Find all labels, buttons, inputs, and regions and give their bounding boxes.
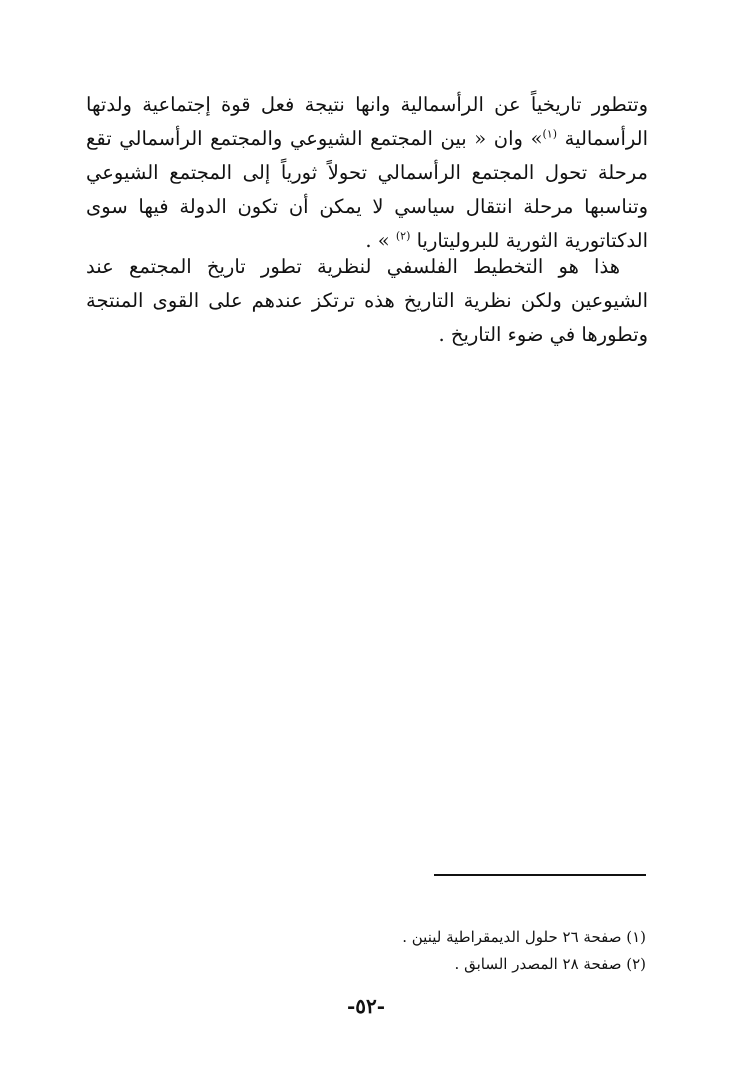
footnotes-list bbox=[86, 924, 646, 978]
footnote-2: (٢) صفحة ٢٨ المصدر السابق . bbox=[454, 955, 646, 973]
footnote-1: (١) صفحة ٢٦ حلول الديمقراطية لينين . bbox=[402, 928, 646, 946]
footnote-1-marker: (١) bbox=[542, 127, 558, 141]
footnote-separator bbox=[434, 874, 646, 876]
footnote-2-marker: (٢) bbox=[395, 229, 411, 243]
page-number: -٥٢- bbox=[346, 994, 386, 1018]
paragraph-1-text-b: » وان « بين المجتمع الشيوعي والمجتمع الرأسمالي تقع مرحلة تحول المجتمع الرأسمالي تحولاً ثورياً إلى المجتمع الشيوعي وتناسبها مرحلة انتقال سياسي لا يمكن أن تكون الدولة فيها سوى الدكتاتورية الثورية للبروليتاريا bbox=[86, 127, 648, 252]
paragraph-1-text-c: » . bbox=[365, 229, 396, 252]
paragraph-1 bbox=[86, 88, 648, 258]
paragraph-2: هذا هو التخطيط الفلسفي لنظرية تطور تاريخ المجتمع عند الشيوعين ولكن نظرية التاريخ هذه ترتكز عندهم على القوى المنتجة وتطورها في ضوء التاريخ . bbox=[86, 255, 648, 346]
paragraph-1-text-a: وتتطور تاريخياً عن الرأسمالية وانها نتيجة فعل قوة إجتماعية ولدتها الرأسمالية bbox=[86, 93, 648, 150]
